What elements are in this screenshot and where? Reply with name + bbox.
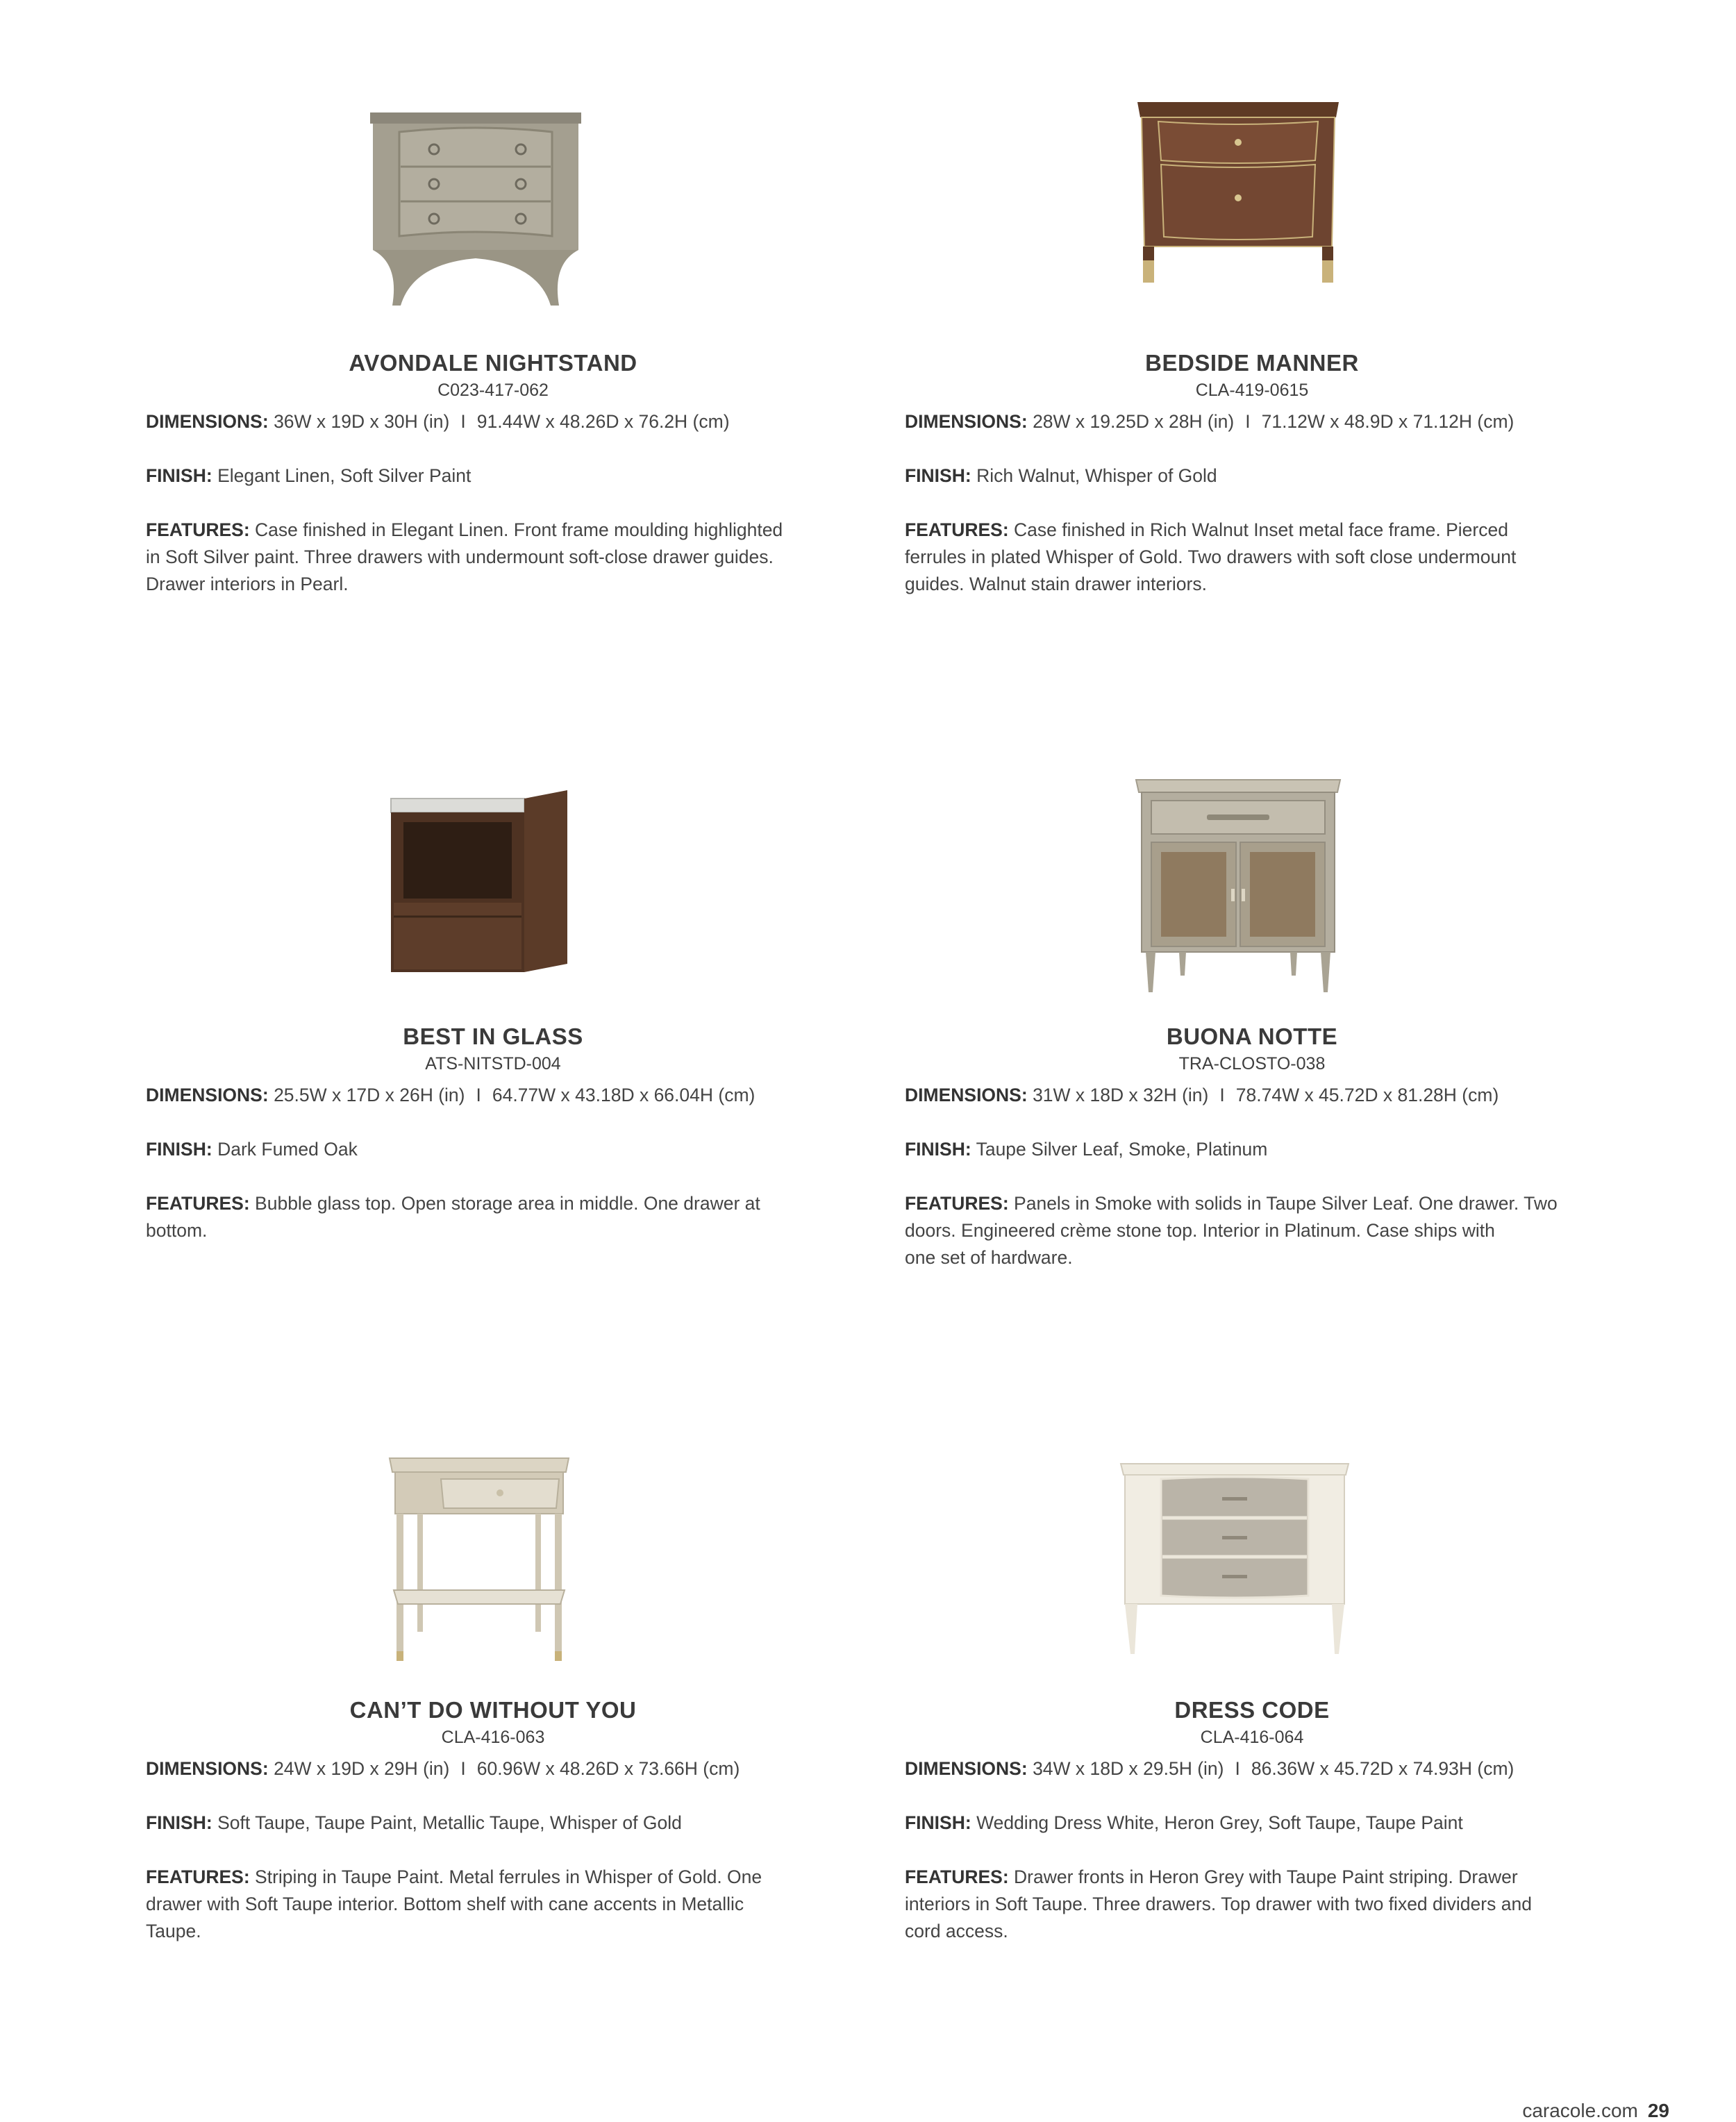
dimensions-separator: I bbox=[1219, 1085, 1225, 1105]
features-line bbox=[905, 517, 1606, 598]
finish-label: FINISH: bbox=[146, 465, 212, 486]
features-label: FEATURES: bbox=[905, 1193, 1009, 1214]
dimensions-cm: 64.77W x 43.18D x 66.04H (cm) bbox=[492, 1085, 756, 1105]
features-text: drawer with Soft Taupe interior. Bottom shelf with cane accents in Metallic bbox=[146, 1894, 744, 1914]
dimensions-line bbox=[146, 1082, 847, 1109]
dimensions-separator: I bbox=[460, 1758, 466, 1779]
nightstand-open-shelf-icon bbox=[385, 1451, 573, 1666]
dimensions-line bbox=[905, 1082, 1606, 1109]
nightstand-two-drawer-icon bbox=[1130, 94, 1346, 288]
finish-value: Taupe Silver Leaf, Smoke, Platinum bbox=[976, 1139, 1268, 1160]
product-image bbox=[1117, 1458, 1353, 1660]
finish-line bbox=[905, 1810, 1606, 1837]
product-name: CAN’T DO WITHOUT YOU bbox=[349, 1697, 637, 1723]
finish-label: FINISH: bbox=[146, 1139, 212, 1160]
dimensions-line bbox=[146, 1755, 847, 1782]
product-sku: CLA-416-063 bbox=[441, 1728, 545, 1747]
features-label: FEATURES: bbox=[905, 519, 1009, 540]
finish-label: FINISH: bbox=[905, 1139, 971, 1160]
dimensions-label: DIMENSIONS: bbox=[905, 1085, 1028, 1105]
finish-line bbox=[905, 462, 1606, 490]
nightstand-three-drawer-icon bbox=[358, 104, 594, 312]
dimensions-line bbox=[905, 408, 1606, 435]
nightstand-glass-top-icon bbox=[378, 785, 580, 986]
features-text: Panels in Smoke with solids in Taupe Silver Leaf. One drawer. Two bbox=[1014, 1193, 1558, 1214]
features-text: Bubble glass top. Open storage area in middle. One drawer at bbox=[255, 1193, 760, 1214]
finish-label: FINISH: bbox=[905, 1812, 971, 1833]
page-number: 29 bbox=[1647, 2100, 1669, 2121]
dimensions-separator: I bbox=[1245, 411, 1251, 432]
finish-value: Elegant Linen, Soft Silver Paint bbox=[217, 465, 471, 486]
finish-line bbox=[905, 1136, 1606, 1163]
dimensions-line bbox=[146, 408, 847, 435]
features-label: FEATURES: bbox=[146, 519, 250, 540]
dimensions-separator: I bbox=[460, 411, 466, 432]
product-sku: C023-417-062 bbox=[437, 381, 549, 400]
product-name: BEST IN GLASS bbox=[403, 1024, 583, 1049]
dimensions-cm: 78.74W x 45.72D x 81.28H (cm) bbox=[1235, 1085, 1499, 1105]
dimensions-label: DIMENSIONS: bbox=[146, 411, 269, 432]
product-image bbox=[358, 104, 594, 312]
features-line bbox=[905, 1864, 1606, 1945]
dimensions-separator: I bbox=[1235, 1758, 1240, 1779]
dimensions-inches: 28W x 19.25D x 28H (in) bbox=[1033, 411, 1235, 432]
product-name: AVONDALE NIGHTSTAND bbox=[349, 350, 637, 376]
finish-label: FINISH: bbox=[905, 465, 971, 486]
finish-value: Soft Taupe, Taupe Paint, Metallic Taupe, Whisper of Gold bbox=[217, 1812, 682, 1833]
dimensions-label: DIMENSIONS: bbox=[146, 1085, 269, 1105]
finish-value: Dark Fumed Oak bbox=[217, 1139, 358, 1160]
dimensions-inches: 34W x 18D x 29.5H (in) bbox=[1033, 1758, 1224, 1779]
dimensions-inches: 24W x 19D x 29H (in) bbox=[274, 1758, 450, 1779]
dimensions-label: DIMENSIONS: bbox=[146, 1758, 269, 1779]
dimensions-inches: 31W x 18D x 32H (in) bbox=[1033, 1085, 1209, 1105]
dimensions-label: DIMENSIONS: bbox=[905, 411, 1028, 432]
features-line bbox=[146, 1864, 847, 1945]
features-text: cord access. bbox=[905, 1921, 1008, 1941]
finish-line bbox=[146, 462, 847, 490]
product-image bbox=[1130, 774, 1346, 996]
product-name: BUONA NOTTE bbox=[1166, 1024, 1338, 1049]
finish-line bbox=[146, 1810, 847, 1837]
features-text: doors. Engineered crème stone top. Interior in Platinum. Case ships with bbox=[905, 1220, 1495, 1241]
features-text: bottom. bbox=[146, 1220, 208, 1241]
product-sku: ATS-NITSTD-004 bbox=[425, 1054, 561, 1073]
features-text: Drawer fronts in Heron Grey with Taupe Paint striping. Drawer bbox=[1014, 1866, 1518, 1887]
dimensions-inches: 36W x 19D x 30H (in) bbox=[274, 411, 450, 432]
features-text: ferrules in plated Whisper of Gold. Two drawers with soft close undermount bbox=[905, 546, 1517, 567]
page-footer bbox=[1522, 2100, 1669, 2122]
dimensions-cm: 71.12W x 48.9D x 71.12H (cm) bbox=[1261, 411, 1514, 432]
product-image bbox=[1130, 94, 1346, 288]
footer-site-link[interactable]: caracole.com bbox=[1522, 2100, 1638, 2121]
product-sku: CLA-419-0615 bbox=[1195, 381, 1309, 400]
features-text: Case finished in Rich Walnut Inset metal face frame. Pierced bbox=[1014, 519, 1508, 540]
features-line bbox=[146, 1190, 847, 1244]
features-label: FEATURES: bbox=[146, 1866, 250, 1887]
features-text: Taupe. bbox=[146, 1921, 201, 1941]
features-label: FEATURES: bbox=[146, 1193, 250, 1214]
finish-value: Wedding Dress White, Heron Grey, Soft Taupe, Taupe Paint bbox=[976, 1812, 1463, 1833]
features-text: one set of hardware. bbox=[905, 1247, 1073, 1268]
features-line bbox=[146, 517, 847, 598]
features-text: Striping in Taupe Paint. Metal ferrules in Whisper of Gold. One bbox=[255, 1866, 762, 1887]
finish-value: Rich Walnut, Whisper of Gold bbox=[976, 465, 1217, 486]
product-sku: TRA-CLOSTO-038 bbox=[1178, 1054, 1326, 1073]
features-label: FEATURES: bbox=[905, 1866, 1009, 1887]
product-image bbox=[378, 785, 580, 986]
features-text: interiors in Soft Taupe. Three drawers. Top drawer with two fixed dividers and bbox=[905, 1894, 1532, 1914]
features-text: in Soft Silver paint. Three drawers with undermount soft-close drawer guides. bbox=[146, 546, 774, 567]
product-name: DRESS CODE bbox=[1174, 1697, 1330, 1723]
nightstand-door-cabinet-icon bbox=[1130, 774, 1346, 996]
dimensions-cm: 86.36W x 45.72D x 74.93H (cm) bbox=[1251, 1758, 1514, 1779]
dimensions-label: DIMENSIONS: bbox=[905, 1758, 1028, 1779]
dimensions-cm: 60.96W x 48.26D x 73.66H (cm) bbox=[476, 1758, 740, 1779]
dimensions-inches: 25.5W x 17D x 26H (in) bbox=[274, 1085, 465, 1105]
product-sku: CLA-416-064 bbox=[1200, 1728, 1304, 1747]
finish-label: FINISH: bbox=[146, 1812, 212, 1833]
features-text: Drawer interiors in Pearl. bbox=[146, 574, 349, 594]
product-name: BEDSIDE MANNER bbox=[1145, 350, 1359, 376]
finish-line bbox=[146, 1136, 847, 1163]
chest-three-drawer-icon bbox=[1117, 1458, 1353, 1660]
dimensions-separator: I bbox=[476, 1085, 481, 1105]
features-text: guides. Walnut stain drawer interiors. bbox=[905, 574, 1207, 594]
product-image bbox=[385, 1451, 573, 1666]
features-text: Case finished in Elegant Linen. Front frame moulding highlighted bbox=[255, 519, 783, 540]
features-line bbox=[905, 1190, 1606, 1271]
dimensions-cm: 91.44W x 48.26D x 76.2H (cm) bbox=[476, 411, 730, 432]
dimensions-line bbox=[905, 1755, 1606, 1782]
